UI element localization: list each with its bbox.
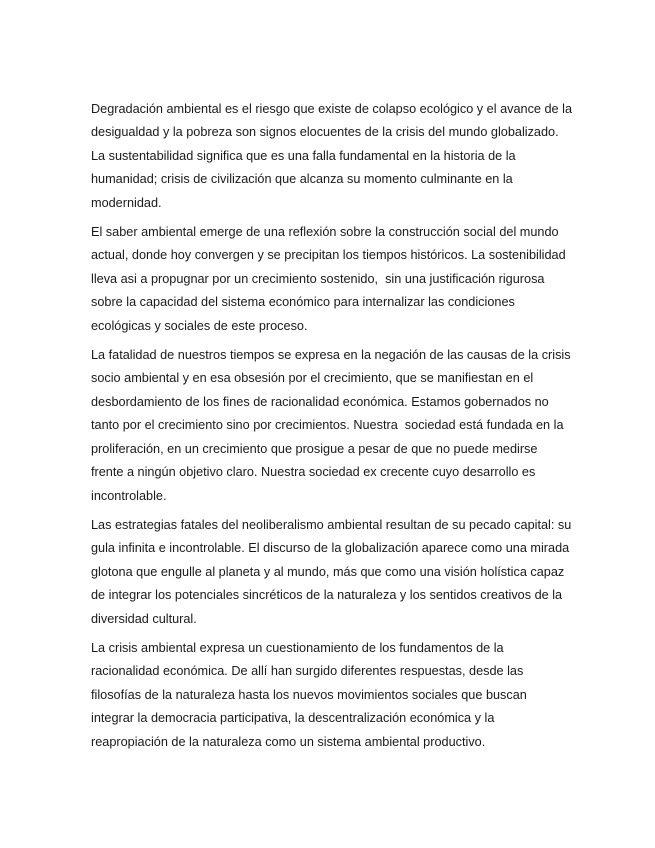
text-line: proliferación, en un crecimiento que prosigue a pesar de que no puede medirse [91,441,538,456]
text-line: modernidad. [91,195,162,210]
text-line: desigualdad y la pobreza son signos elocuentes de la crisis del mundo globalizado. [91,125,559,140]
text-line: socio ambiental y en esa obsesión por el crecimiento, que se manifiestan en el [91,371,534,386]
paragraph-3 [91,344,583,508]
text-line: gula infinita e incontrolable. El discurso de la globalización aparece como una mirada [91,541,570,556]
text-line: racionalidad económica. De allí han surgido diferentes respuestas, desde las [91,664,524,679]
text-line: reapropiación de la naturaleza como un sistema ambiental productivo. [91,734,486,749]
text-line: La crisis ambiental expresa un cuestionamiento de los fundamentos de la [91,640,504,655]
text-line: de integrar los potenciales sincréticos de la naturaleza y los sentidos creativos de la [91,588,563,603]
text-line: glotona que engulle al planeta y al mundo, más que como una visión holística capaz [91,564,565,579]
text-line: La sustentabilidad significa que es una falla fundamental en la historia de la [91,148,516,163]
document-body [91,98,583,760]
text-line: La fatalidad de nuestros tiempos se expresa en la negación de las causas de la crisis [91,348,571,363]
text-line: frente a ningún objetivo claro. Nuestra sociedad ex crecente cuyo desarrollo es [91,465,536,480]
text-line: incontrolable. [91,488,167,503]
text-line: Las estrategias fatales del neoliberalismo ambiental resultan de su pecado capital: su [91,517,572,532]
paragraph-1 [91,98,583,215]
text-line: Degradación ambiental es el riesgo que existe de colapso ecológico y el avance de la [91,102,573,116]
text-line: actual, donde hoy convergen y se precipitan los tiempos históricos. La sostenibilidad [91,248,566,263]
paragraph-4 [91,514,583,631]
text-line: filosofías de la naturaleza hasta los nuevos movimientos sociales que buscan [91,687,527,702]
text-line: lleva asi a propugnar por un crecimiento sostenido, sin una justificación rigurosa [91,271,545,286]
text-line: integrar la democracia participativa, la descentralización económica y la [91,711,495,726]
text-line: humanidad; crisis de civilización que alcanza su momento culminante en la [91,172,513,187]
text-line: desbordamiento de los fines de racionalidad económica. Estamos gobernados no [91,394,549,409]
paragraph-2 [91,221,583,338]
text-line: diversidad cultural. [91,611,197,626]
text-line: El saber ambiental emerge de una reflexión sobre la construcción social del mundo [91,225,559,240]
text-line: ecológicas y sociales de este proceso. [91,318,308,333]
paragraph-5 [91,637,583,754]
text-line: sobre la capacidad del sistema económico para internalizar las condiciones [91,295,515,310]
text-line: tanto por el crecimiento sino por crecimientos. Nuestra sociedad está fundada en la [91,418,564,433]
